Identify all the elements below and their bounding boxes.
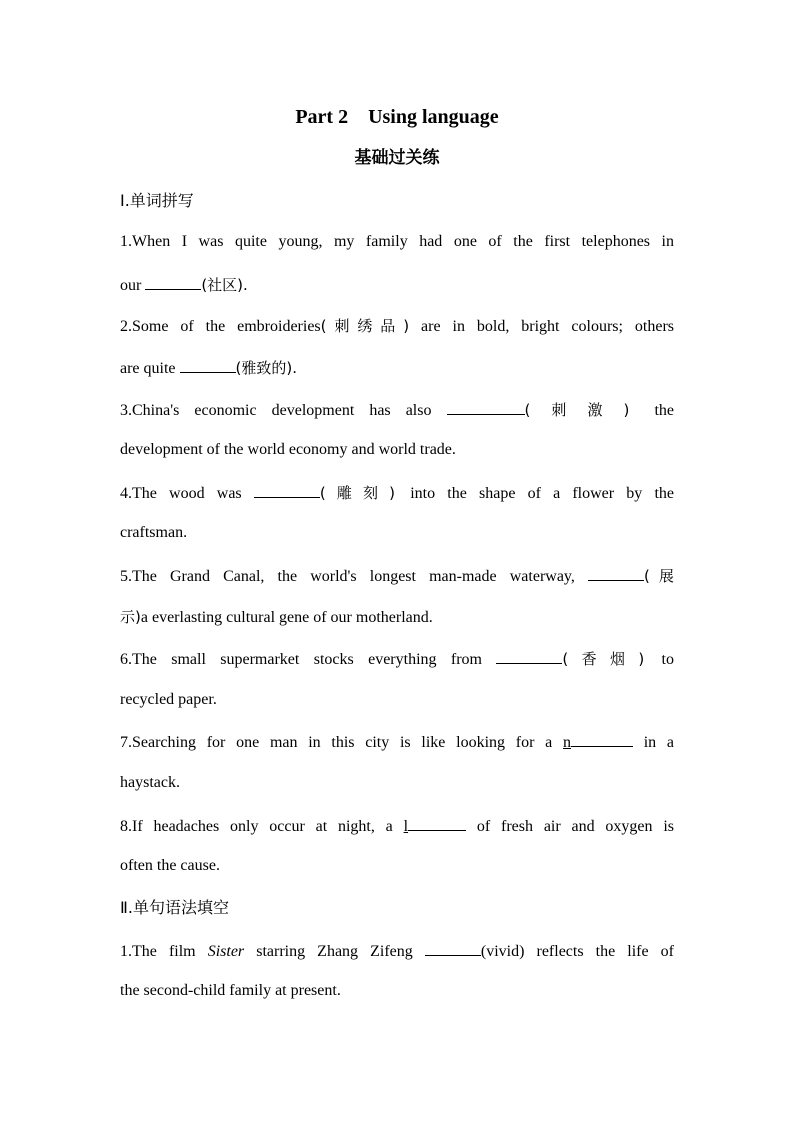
answer-blank[interactable] xyxy=(496,646,562,664)
answer-blank[interactable] xyxy=(447,397,525,415)
section-heading-grammar: Ⅱ.单句语法填空 xyxy=(120,898,229,917)
question-3-line-1: 3.China's economic development has also (刺激) the xyxy=(120,397,674,423)
grammar-question-1-line-2: the second-child family at present. xyxy=(120,982,341,999)
answer-blank[interactable] xyxy=(254,480,320,498)
page-title: Part 2 Using language xyxy=(295,106,499,128)
answer-blank[interactable] xyxy=(408,813,466,831)
question-2-line-2: are quite (雅致的). xyxy=(120,355,674,381)
section-heading-spelling: Ⅰ.单词拼写 xyxy=(120,191,194,210)
question-6-line-1: 6.The small supermarket stocks everything from (香烟) to xyxy=(120,646,674,672)
answer-blank[interactable] xyxy=(145,272,201,290)
question-1-line-1: 1.When I was quite young, my family had one of the first telephones in xyxy=(120,233,674,250)
question-4-line-2: craftsman. xyxy=(120,524,188,541)
grammar-question-1-line-1: 1.The film Sister starring Zhang Zifeng (vivid) reflects the life of xyxy=(120,938,674,964)
question-7-line-2: haystack. xyxy=(120,774,180,791)
question-4-line-1: 4.The wood was (雕刻) into the shape of a flower by the xyxy=(120,480,674,506)
question-6-line-2: recycled paper. xyxy=(120,691,217,708)
answer-blank[interactable] xyxy=(571,729,633,747)
question-1-line-2: our (社区). xyxy=(120,272,674,298)
question-7-line-1: 7.Searching for one man in this city is like looking for a n in a xyxy=(120,729,674,755)
question-5-line-2: 示)a everlasting cultural gene of our motherland. xyxy=(120,608,433,626)
question-2-line-1: 2.Some of the embroideries(刺绣品) are in bold, bright colours; others xyxy=(120,317,675,335)
question-8-line-1: 8.If headaches only occur at night, a l of fresh air and oxygen is xyxy=(120,813,674,839)
answer-blank[interactable] xyxy=(588,563,644,581)
answer-blank[interactable] xyxy=(180,355,236,373)
question-3-line-2: development of the world economy and world trade. xyxy=(120,441,456,458)
page-subtitle: 基础过关练 xyxy=(354,148,440,168)
question-5-line-1: 5.The Grand Canal, the world's longest man-made waterway, (展 xyxy=(120,563,674,589)
answer-blank[interactable] xyxy=(425,938,481,956)
question-8-line-2: often the cause. xyxy=(120,857,220,874)
